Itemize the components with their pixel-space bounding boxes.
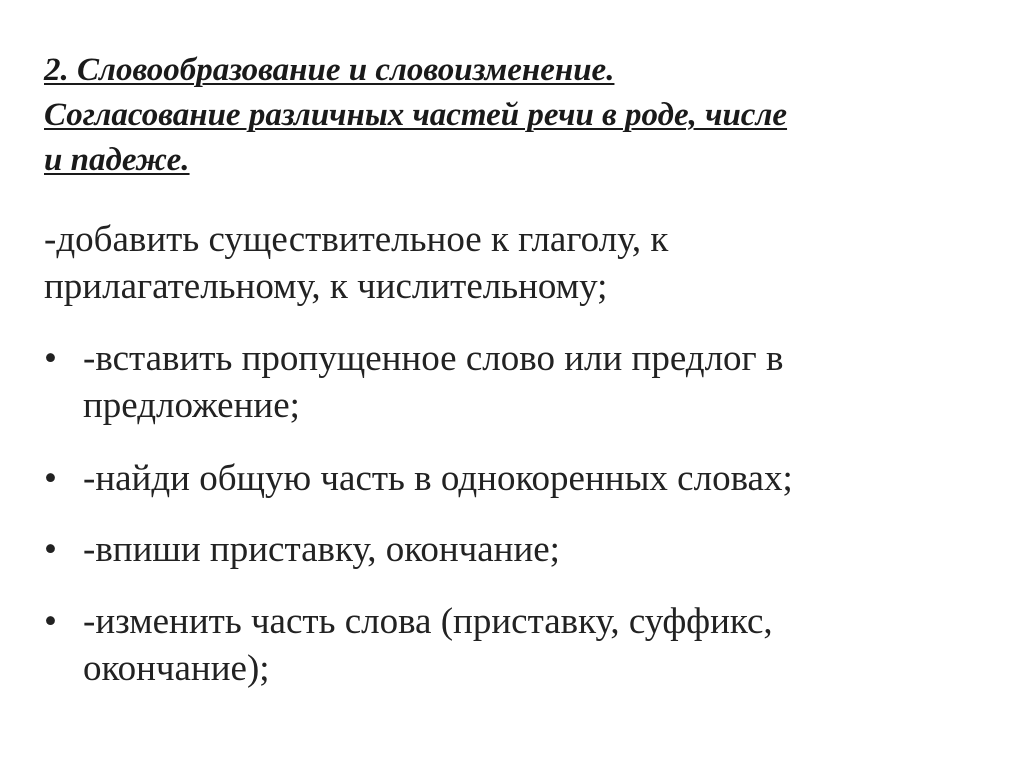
bullet-text — [83, 455, 983, 502]
bullet-line-2: предложение; — [83, 385, 300, 426]
bullet-point-icon: • — [44, 601, 57, 642]
heading-line-1: 2. Словообразование и словоизменение. — [44, 52, 615, 88]
bullet-line-1: -найди общую часть в однокоренных словах; — [83, 458, 793, 499]
bullet-point-icon: • — [44, 458, 57, 499]
bullet-point-icon: • — [44, 529, 57, 570]
intro-line-2: прилагательному, к числительному; — [44, 266, 608, 307]
bullet-line-1: -изменить часть слова (приставку, суффикс, — [83, 601, 773, 642]
intro-line-1: -добавить существительное к глаголу, к — [44, 219, 669, 260]
bullet-line-1: -впиши приставку, окончание; — [83, 529, 560, 570]
heading-line-2: Согласование различных частей речи в роде, числе — [44, 97, 788, 133]
bullet-text — [83, 526, 983, 573]
bullet-line-1: -вставить пропущенное слово или предлог в — [83, 338, 784, 379]
bullet-point-icon: • — [44, 338, 57, 379]
bullet-line-2: окончание); — [83, 648, 270, 689]
heading-line-3: и падеже. — [44, 142, 190, 178]
bullet-text — [83, 335, 983, 429]
bullet-text — [83, 598, 983, 692]
